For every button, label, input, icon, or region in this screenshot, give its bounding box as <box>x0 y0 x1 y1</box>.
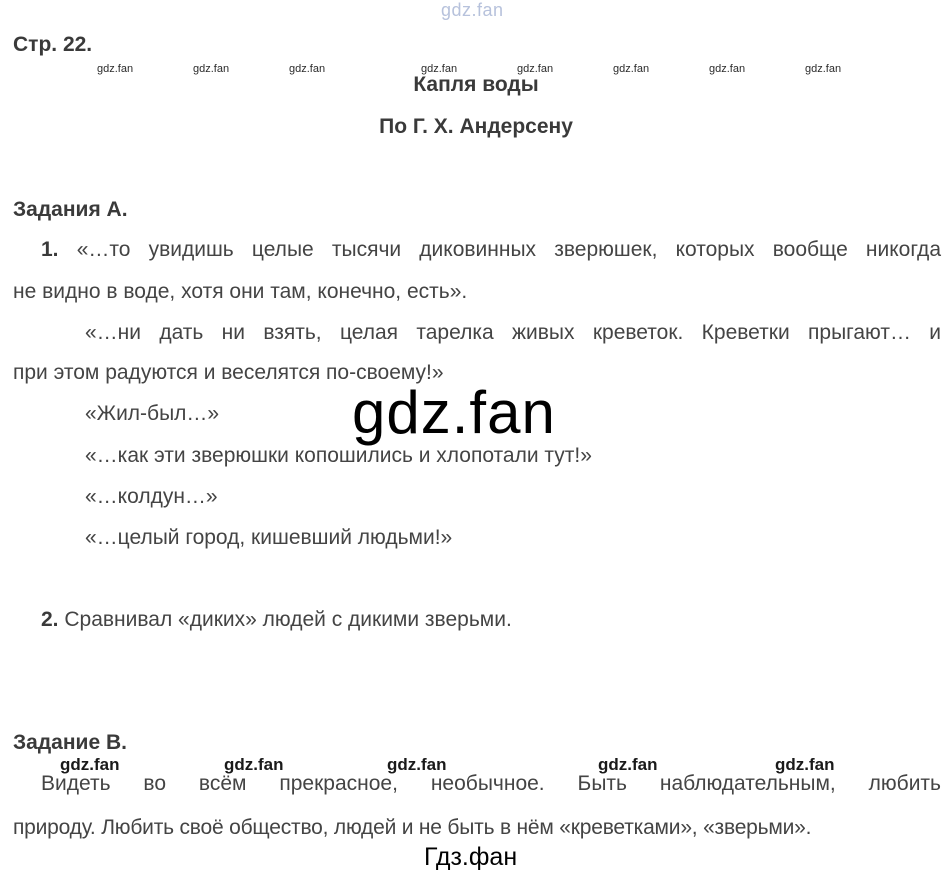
watermark-small: gdz.fan <box>289 63 326 75</box>
watermark-small: gdz.fan <box>709 63 746 75</box>
task1-quote-2: «…как эти зверюшки копошились и хлопотали тут!» <box>85 444 592 467</box>
task2-text: Сравнивал «диких» людей с дикими зверьми. <box>64 608 512 631</box>
watermark-small: gdz.fan <box>97 63 134 75</box>
task1-line2: не видно в воде, хотя они там, конечно, есть». <box>13 280 468 303</box>
task1-quote-1: «Жил-был…» <box>85 402 220 425</box>
watermark-top: gdz.fan <box>441 0 504 20</box>
task1-line1-text: «…то увидишь целые тысячи диковинных зверюшек, которых вообще никогда <box>76 238 941 261</box>
task1-line4: при этом радуются и веселятся по-своему!» <box>13 361 444 384</box>
watermark-small: gdz.fan <box>805 63 842 75</box>
section-b-line2: природу. Любить своё общество, людей и не быть в нём «креветками», «зверьми». <box>13 816 812 839</box>
watermark-mid: gdz.fan <box>224 755 284 774</box>
page-reference: Стр. 22. <box>13 33 93 56</box>
watermark-center: gdz.fan <box>352 379 556 446</box>
section-b-line1: Видеть во всём прекрасное, необычное. Быть наблюдательным, любить <box>41 772 941 795</box>
text-author: По Г. Х. Андерсену <box>379 115 573 138</box>
watermark-mid: gdz.fan <box>387 755 447 774</box>
watermark-mid: gdz.fan <box>598 755 658 774</box>
watermark-small: gdz.fan <box>613 63 650 75</box>
text-title: Капля воды <box>413 73 539 96</box>
watermark-bottom: Гдз.фан <box>424 843 518 871</box>
watermark-small: gdz.fan <box>421 63 458 75</box>
section-b-heading: Задание В. <box>13 731 127 754</box>
section-a-heading: Задания А. <box>13 198 128 221</box>
watermark-mid: gdz.fan <box>60 755 120 774</box>
task1-line1 <box>41 238 941 262</box>
task2-number: 2. <box>41 608 59 631</box>
task1-quote-4: «…целый город, кишевший людьми!» <box>85 526 453 549</box>
task2-line <box>41 608 512 632</box>
watermark-mid: gdz.fan <box>775 755 835 774</box>
task1-number: 1. <box>41 238 59 261</box>
task1-quote-3: «…колдун…» <box>85 485 218 508</box>
watermark-small: gdz.fan <box>517 63 554 75</box>
task1-line3: «…ни дать ни взять, целая тарелка живых креветок. Креветки прыгают… и <box>85 321 941 344</box>
watermark-small: gdz.fan <box>193 63 230 75</box>
